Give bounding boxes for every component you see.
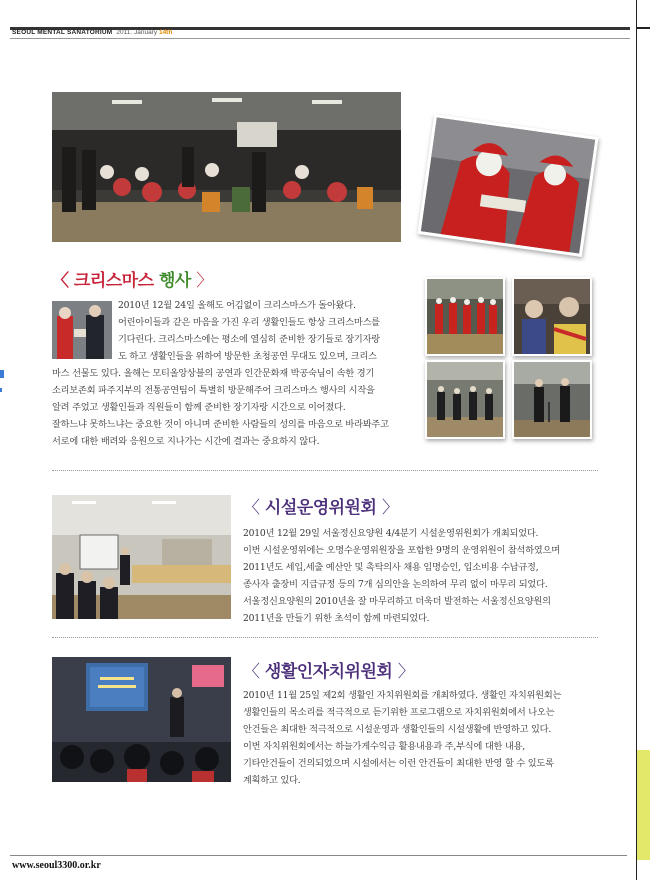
header-bar xyxy=(12,29,172,36)
christmas-text-line: 알려 주었고 생활인들과 직원들이 함께 준비한 장기자랑 시간으로 이어졌다. xyxy=(52,402,346,413)
residents-committee-photo xyxy=(52,657,231,782)
header-underline xyxy=(10,38,630,39)
section-divider xyxy=(52,637,598,638)
operating-committee-text-line: 이번 시설운영위에는 오명수운영위원장을 포함한 9명의 운영위원이 참석하였으며 xyxy=(243,545,560,556)
footer-url[interactable]: www.seoul3300.or.kr xyxy=(12,860,101,871)
residents-committee-text-line: 기타안건들이 건의되었으며 시설에서는 이런 안건들이 최대한 반영 할 수 있도록 xyxy=(243,758,554,769)
christmas-group-photo xyxy=(52,92,401,242)
operating-committee-title-prefix: 〈 xyxy=(243,498,260,518)
operating-committee-text-line: 종사자 출장비 지급규정 등의 7개 심의안을 논의하여 무리 없이 마무리 되었다. xyxy=(243,579,548,590)
margin-marker-small xyxy=(0,388,2,392)
residents-committee-title-suffix: 〉 xyxy=(397,662,415,682)
santa-photo xyxy=(417,114,598,257)
christmas-section-title xyxy=(52,266,213,291)
performance-photo-4 xyxy=(512,360,592,439)
operating-committee-text-line: 2010년 12월 29일 서울정신요양원 4/4분기 시설운영위원회가 개최되었다. xyxy=(243,528,539,539)
christmas-text-line: 소리보존회 파주지부의 전통공연팀이 특별히 방문해주어 크리스마스 행사의 시작을 xyxy=(52,385,375,396)
operating-committee-text-line: 2011년도 세입,세출 예산안 및 촉탁의사 채용 임명승인, 입소비용 수납규정, xyxy=(243,562,539,573)
operating-committee-text-line: 2011년을 만들기 위한 초석이 함께 마련되었다. xyxy=(243,613,430,624)
christmas-title-prefix: 〈 크리스마스 xyxy=(52,271,154,291)
christmas-text-line: 서로에 대한 배려와 응원으로 지나가는 시간에 결과는 중요하지 않다. xyxy=(52,436,320,447)
christmas-body-text xyxy=(52,297,389,450)
residents-committee-text-line: 안건들은 최대한 적극적으로 시설운영과 생활인들의 시설생활에 반영하고 있다. xyxy=(243,724,552,735)
page-edge-tick xyxy=(636,27,650,29)
christmas-title-accent: 행사 xyxy=(158,271,191,291)
operating-committee-title-main: 시설운영위원회 xyxy=(264,498,377,518)
performance-photo-1 xyxy=(425,277,505,356)
christmas-text-line: 잘하느냐 못하느냐는 중요한 것이 아니며 준비한 사람들의 성의를 마음으로 바라봐주고 xyxy=(52,419,389,430)
performance-photo-2 xyxy=(512,277,592,356)
christmas-text-line: 마스 선물도 있다. 올해는 모티올앙상블의 공연과 인간문화재 박공숙님이 속한 경기 xyxy=(52,368,375,379)
operating-committee-title xyxy=(243,493,398,518)
operating-committee-text-line: 서울정신요양원의 2010년을 잘 마무리하고 더욱더 발전하는 서울정신요양원의 xyxy=(243,596,551,607)
residents-committee-title-main: 생활인자치위원회 xyxy=(264,662,393,682)
margin-marker xyxy=(0,370,4,378)
residents-committee-title xyxy=(243,657,414,682)
residents-committee-body-text xyxy=(243,687,561,789)
christmas-text-line: 어린아이들과 같은 마음을 가진 우리 생활인들도 항상 크리스마스를 xyxy=(118,317,380,328)
residents-committee-text-line: 계획하고 있다. xyxy=(243,775,301,786)
christmas-title-suffix: 〉 xyxy=(196,271,213,291)
residents-committee-text-line: 이번 자치위원회에서는 하늘가게수익금 활용내용과 주,부식에 대한 내용, xyxy=(243,741,526,752)
header-date: 2011. January xyxy=(116,29,158,36)
operating-committee-title-suffix: 〉 xyxy=(381,498,399,518)
page-edge-line xyxy=(636,0,637,880)
residents-committee-text-line: 2010년 11월 25일 제2회 생활인 자치위원회를 개최하였다. 생활인 자치위원회는 xyxy=(243,690,562,701)
residents-committee-text-line: 생활인들의 목소리를 적극적으로 듣기위한 프로그램으로 자치위원회에서 나오는 xyxy=(243,707,555,718)
operating-committee-body-text xyxy=(243,525,560,627)
performance-photo-3 xyxy=(425,360,505,439)
footer-rule xyxy=(10,855,627,856)
residents-committee-title-prefix: 〈 xyxy=(243,662,260,682)
christmas-text-line: 2010년 12월 24일 올해도 어김없이 크리스마스가 돌아왔다. xyxy=(118,300,356,311)
christmas-text-line: 도 하고 생활인들을 위하여 방문한 초청공연 무대도 있으며, 크리스 xyxy=(118,351,377,362)
header-title: SEOUL MENTAL SANATORIUM xyxy=(12,29,113,36)
header-day: 14th xyxy=(158,29,173,36)
page-tab-marker xyxy=(637,750,650,860)
section-divider xyxy=(52,470,598,471)
christmas-text-line: 기다린다. 크리스마스에는 평소에 열심히 준비한 장기들로 장기자랑 xyxy=(118,334,380,345)
committee-meeting-photo xyxy=(52,495,231,619)
